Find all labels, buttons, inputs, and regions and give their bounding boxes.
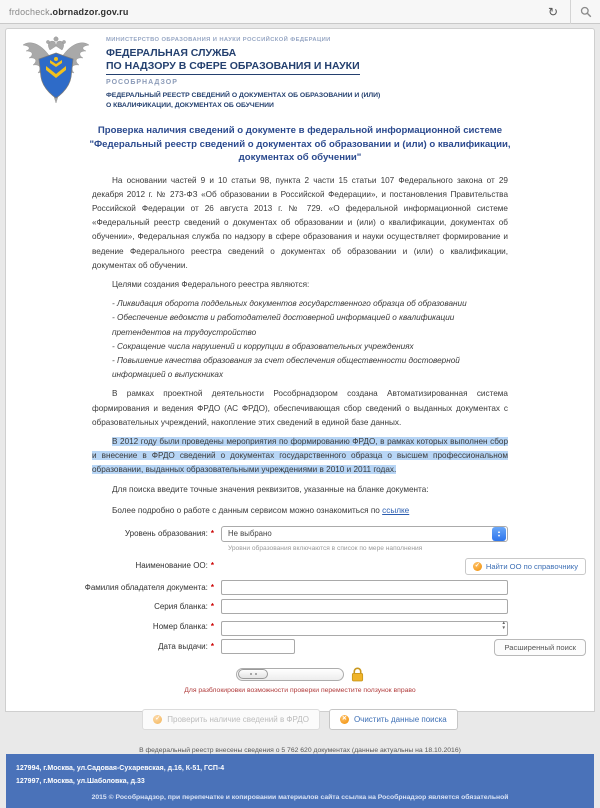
number-row [6,618,594,636]
main-content [6,114,594,754]
registry-name-line1: ФЕДЕРАЛЬНЫЙ РЕЕСТР СВЕДЕНИЙ О ДОКУМЕНТАХ ОБ ОБРАЗОВАНИИ И (ИЛИ) [106,92,381,99]
oo-name-label: Наименование ОО: * [135,561,214,571]
lock-icon [351,667,364,682]
required-asterisk: * [210,583,214,593]
clear-search-button[interactable] [329,709,458,730]
search-icon [580,6,592,18]
advanced-search-button[interactable]: Расширенный поиск [494,639,586,656]
selected-text: В 2012 году были проведены мероприятия по формированию ФРДО, в рамках которых выполнен сбор и внесение в ФРДО сведений о документах государственного образца о высшем профессиональном образовании, выданных образовательными учреждениями в 2010 и 2011 годах. [92,436,508,475]
education-level-label: Уровень образования: * [124,529,214,539]
required-asterisk: * [210,642,214,652]
find-oo-icon: ✓ [474,562,480,569]
issue-date-label: Дата выдачи: * [158,642,214,652]
legal-basis-paragraph: На основании частей 9 и 10 статьи 98, пункта 2 части 15 статьи 107 Федерального закона от 29 декабря 2012 г. № 273-ФЗ «Об образовании в Российской Федерации», и постановления Правительства Российской Федерации от 26 августа 2013 г. № 729. «О федеральной информационной системе «Федеральный реестр сведений о документах об образовании и (или) о квалификации, документах об обучении», Федеральная служба по надзору в сфере образования и науки осуществляет формирование и ведение Федерального реестра сведений о документах об образовании и (или) о квалификации, документах об обучении. [92,175,508,270]
surname-label: Фамилия обладателя документа: * [84,583,214,593]
service-name-line1: ФЕДЕРАЛЬНАЯ СЛУЖБА [106,47,237,59]
ministry-label: МИНИСТЕРСТВО ОБРАЗОВАНИЯ И НАУКИ РОССИЙСКОЙ ФЕДЕРАЦИИ [106,37,331,43]
page-card [5,28,595,801]
page-title: Проверка наличия сведений о документе в федеральной информационной системе "Федеральный реестр сведений о документах об образовании и (или) о квалификации, документах об обучении" [89,125,511,163]
unlock-hint: Для разблокировки возможности проверки переместите ползунок вправо [184,686,416,694]
url-prefix: frdocheck [9,6,50,17]
reload-icon[interactable]: ↻ [547,4,558,19]
goal-item-2: - Обеспечение ведомств и работодателей достоверной информацией о квалификации претендентов на трудоустройство [112,313,455,337]
page-footer [6,754,594,808]
service-name-line2: ПО НАДЗОРУ В СФЕРЕ ОБРАЗОВАНИЯ И НАУКИ [106,60,360,75]
required-asterisk: * [210,622,214,632]
education-level-select[interactable] [221,526,508,542]
check-frdo-button[interactable] [142,709,320,730]
action-buttons [6,709,594,730]
url-domain: .obrnadzor.gov.ru [49,6,129,17]
registry-name [106,91,380,110]
service-name [106,47,380,75]
more-info-link[interactable]: ссылке [382,505,410,515]
number-label: Номер бланка: * [152,622,214,632]
more-info-text: Более подробно о работе с данным сервисом можно ознакомиться по [112,505,380,515]
search-form [6,526,594,655]
registry-name-line2: О КВАЛИФИКАЦИИ, ДОКУМЕНТАХ ОБ ОБУЧЕНИИ [106,101,274,109]
more-info-line [92,504,508,518]
find-oo-button[interactable] [465,558,586,575]
surname-input[interactable] [221,580,508,595]
issue-date-row [6,639,594,655]
series-input[interactable] [221,599,508,614]
find-oo-button-label: Найти ОО по справочнику [485,561,578,571]
number-spinner[interactable] [502,620,506,631]
url-text[interactable] [9,7,129,17]
number-input[interactable] [221,621,508,636]
site-header [6,29,594,114]
required-asterisk: * [210,602,214,612]
spinner-down-icon[interactable]: ▼ [501,625,506,631]
required-asterisk: * [210,561,214,571]
goals-intro: Целями создания Федерального реестра являются: [112,279,310,289]
slider-knob[interactable] [238,669,268,679]
search-intro: Для поиска введите точные значения реквизитов, указанные на бланке документа: [112,484,429,494]
goal-item-3: - Сокращение числа нарушений и коррупции в образовательных учреждениях [112,341,414,351]
issue-date-input[interactable] [221,639,295,654]
content-text [6,174,594,518]
unlock-slider[interactable] [236,668,344,681]
select-stepper-icon[interactable]: ▲ ▼ [492,527,506,541]
education-level-value: Не выбрано [228,529,272,539]
registry-stats: В федеральный реестр внесены сведения о 5 762 620 документах (данные актуальны на 18.10.2016) [139,746,461,754]
rosobrnadzor-eagle-logo [20,35,92,109]
spinner-up-icon[interactable]: ▲ [501,619,506,625]
short-name: РОСОБРНАДЗОР [106,79,178,86]
footer-copyright: 2015 © Рособрнадзор, при перепечатке и копировании материалов сайта ссылка на Рособрнадзор является обязательной [91,793,509,801]
clear-search-icon: ✕ [341,715,347,722]
check-frdo-icon: ✓ [155,715,161,722]
browser-url-bar[interactable] [0,0,600,24]
goal-item-4: - Повышение качества образования за счет обеспечения общественности достоверной информацией о выпускниках [112,355,460,380]
series-row [6,599,594,615]
education-level-row [6,526,594,542]
frdo-system-paragraph: В рамках проектной деятельности Рособрнадзором создана Автоматизированная система формирования и ведения ФРДО (АС ФРДО), обеспечивающая сбор сведений о выданных документах с образовательных учреждений, накопление этих сведений в единой базе данных. [92,389,508,427]
number-input-wrap [221,618,508,636]
oo-name-row [6,558,594,574]
highlighted-paragraph [92,435,508,478]
header-text-block [106,35,380,110]
required-asterisk: * [210,529,214,539]
series-label: Серия бланка: * [154,602,214,612]
search-button[interactable] [570,0,600,24]
surname-row [6,580,594,596]
unlock-slider-zone [6,667,594,682]
footer-address-2: 127997, г.Москва, ул.Шаболовка, д.33 [16,778,145,786]
education-level-hint: Уровни образования включаются в список по мере наполнения [228,544,423,552]
goal-item-1: - Ликвидация оборота поддельных документов государственного образца об образовании [112,299,467,309]
clear-search-button-label: Очистить данные поиска [353,714,447,724]
check-frdo-button-label: Проверить наличие сведений в ФРДО [167,714,309,724]
footer-address-1: 127994, г.Москва, ул.Садовая-Сухаревская, д.16, К-51, ГСП-4 [16,764,225,772]
